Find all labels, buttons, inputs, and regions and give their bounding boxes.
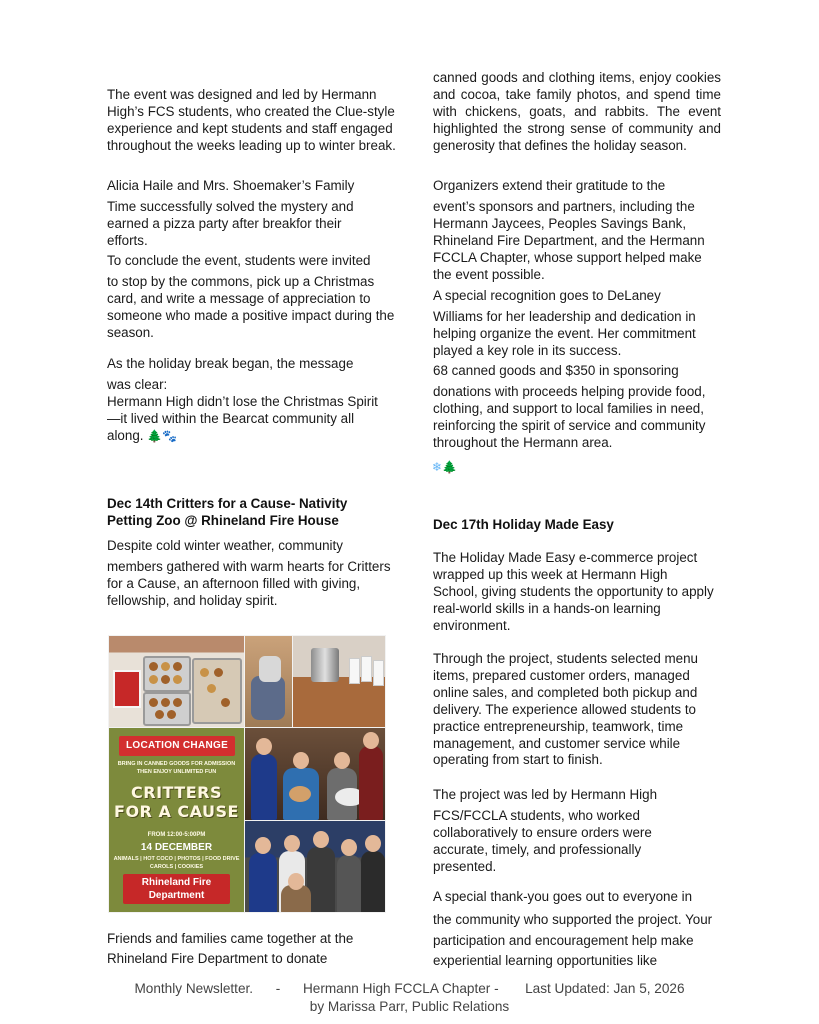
cocoa-station-photo — [293, 636, 385, 727]
footer-byline: by Marissa Parr, Public Relations — [309, 999, 510, 1014]
cookie — [161, 698, 170, 707]
decor-emojis — [432, 459, 492, 476]
student-head — [284, 835, 300, 852]
friends-line2: Rhineland Fire Department to donate — [107, 951, 328, 966]
para-gratitude: event’s sponsors and partners, including the Hermann Jaycees, Peoples Savings Bank, Rhineland Fire Department, and the Hermann FCCLA Chapter, whose support helped make the event possible. — [433, 199, 705, 282]
para-through-project: Through the project, students selected menu items, prepared customer orders, managed online sales, and completed both pickup and delivery. The experience allowed students to practice entrepreneurship, teamwork, time management, and customer service while operating from start to finish. — [433, 651, 698, 768]
cookie — [173, 662, 182, 671]
poster-date: 14 DECEMBER — [140, 842, 213, 853]
poster-time: FROM 12:00-5:00PM — [147, 832, 206, 838]
cup — [361, 656, 372, 682]
para-recognition: Williams for her leadership and dedication in helping organize the event. Her commitment played a key role in its success. — [433, 309, 696, 358]
para-winners: Time successfully solved the mystery and earned a pizza party after breakfor their efforts. — [107, 199, 354, 248]
donation-bags-photo — [245, 636, 292, 727]
student — [249, 853, 277, 912]
para-holiday-line2: was clear: — [107, 377, 168, 392]
para-event-designed: The event was designed and led by Hermann High’s FCS students, who created the Clue-style experience and kept students and staff engaged throughout the weeks leading up to winter break. — [107, 87, 396, 153]
student-head — [334, 752, 350, 769]
group-photo — [245, 821, 385, 912]
paw-prints-icon: 🐾 — [162, 428, 178, 443]
para-conclude: to stop by the commons, pick up a Christmas card, and write a message of appreciation to someone who made a positive impact during the season. — [107, 274, 395, 340]
para-recognition-line: A special recognition goes to DeLaney — [433, 288, 661, 303]
cup — [373, 660, 384, 686]
cookie — [173, 698, 182, 707]
para-conclude-line: To conclude the event, students were invited — [107, 253, 371, 268]
student-head — [365, 835, 381, 852]
student-head — [293, 752, 309, 769]
para-holiday-message — [107, 394, 385, 445]
cookie-tray — [143, 656, 191, 692]
student — [251, 754, 277, 820]
christmas-tree-icon: 🌲 — [147, 428, 163, 443]
poster-title: CRITTERS FOR A CAUSE — [114, 783, 239, 821]
christmas-card-image — [113, 670, 141, 708]
para-gratitude-line: Organizers extend their gratitude to the — [433, 178, 666, 193]
para-led: FCS/FCCLA students, who worked collaboratively to ensure orders were accurate, timely, and professionally presented. — [433, 808, 652, 874]
footer-newsletter: Monthly Newsletter. — [134, 981, 254, 996]
student-head — [363, 732, 379, 749]
friends-line1: Friends and families came together at the — [107, 931, 354, 946]
student-head — [288, 873, 304, 890]
critters-event-poster — [109, 728, 244, 912]
cookie — [214, 668, 223, 677]
donation-bag — [259, 656, 281, 682]
student-head — [256, 738, 272, 755]
student — [359, 746, 383, 820]
students-with-animals-photo — [245, 728, 385, 820]
footer-separator: - — [275, 981, 281, 996]
cookie — [167, 710, 176, 719]
critters-para: members gathered with warm hearts for Critters for a Cause, an afternoon filled with giving, fellowship, and holiday spirit. — [107, 559, 391, 608]
footer-line1 — [0, 980, 819, 998]
poster-rhineland-fire: Rhineland Fire Department — [123, 874, 230, 904]
para-holiday-text: Hermann High didn’t lose the Christmas Spirit—it lived within the Bearcat community all along. — [107, 394, 378, 443]
student-head — [255, 837, 271, 854]
cookie — [149, 662, 158, 671]
cup — [349, 658, 360, 684]
cookie — [207, 684, 216, 693]
para-donations: donations with proceeds helping provide food, clothing, and support to local families in need, reinforcing the spirit of service and community throughout the Hermann area. — [433, 384, 706, 450]
para-winners-line: Alicia Haile and Mrs. Shoemaker’s Family — [107, 178, 355, 193]
snowflake-icon: ❄ — [432, 460, 443, 474]
student — [337, 855, 361, 912]
christmas-tree-icon: 🌲 — [442, 460, 458, 474]
para-thanks-line: A special thank-you goes out to everyone in — [433, 889, 693, 904]
cookie — [161, 662, 170, 671]
para-holiday-project: The Holiday Made Easy e-commerce project wrapped up this week at Hermann High School, giving students the opportunity to apply real-world skills in a hands-on learning environment. — [433, 550, 714, 633]
para-donations-line: 68 canned goods and $350 in sponsoring — [433, 363, 679, 378]
footer-updated: Last Updated: Jan 5, 2026 — [525, 981, 685, 996]
cookie — [155, 710, 164, 719]
dessert-tray — [192, 658, 242, 724]
holiday-heading: Dec 17th Holiday Made Easy — [433, 517, 614, 532]
cookie — [200, 668, 209, 677]
student-head — [313, 831, 329, 848]
page-footer — [0, 980, 819, 1016]
poster-fun-text: THEN ENJOY UNLIMITED FUN — [136, 769, 217, 775]
student — [361, 851, 385, 912]
cookie-trays-photo — [109, 636, 244, 727]
critters-line1: Despite cold winter weather, community — [107, 538, 343, 553]
cookie — [221, 698, 230, 707]
para-canned-goods: canned goods and clothing items, enjoy cookies and cocoa, take family photos, and spend time with chickens, goats, and rabbits. The event highlighted the strong sense of community and generosity that defines the holiday season. — [433, 70, 721, 153]
student-head — [341, 839, 357, 856]
cocoa-urn — [311, 648, 339, 682]
para-led-line: The project was led by Hermann High — [433, 787, 658, 802]
poster-admission-text: BRING IN CANNED GOODS FOR ADMISSION — [117, 761, 236, 767]
poster-location-change: LOCATION CHANGE — [119, 736, 235, 756]
cookie — [161, 675, 170, 684]
student — [307, 847, 335, 912]
poster-activities: ANIMALS | HOT COCO | PHOTOS | FOOD DRIVE — [113, 856, 240, 862]
cookie — [173, 675, 182, 684]
critters-photo-collage — [108, 635, 386, 913]
para-holiday-line1: As the holiday break began, the message — [107, 356, 354, 371]
cookie-tray — [143, 692, 191, 726]
donation-bag — [251, 676, 285, 720]
poster-activities-2: CAROLS | COOKIES — [149, 864, 204, 870]
cookie — [149, 698, 158, 707]
critters-heading: Dec 14th Critters for a Cause- Nativity Petting Zoo @ Rhineland Fire House — [107, 496, 348, 528]
rabbit — [289, 786, 311, 802]
cookie — [149, 675, 158, 684]
para-thanks: the community who supported the project. Your participation and encouragement help make experiential learning opportunities like — [433, 912, 713, 968]
footer-chapter: Hermann High FCCLA Chapter - — [302, 981, 499, 996]
